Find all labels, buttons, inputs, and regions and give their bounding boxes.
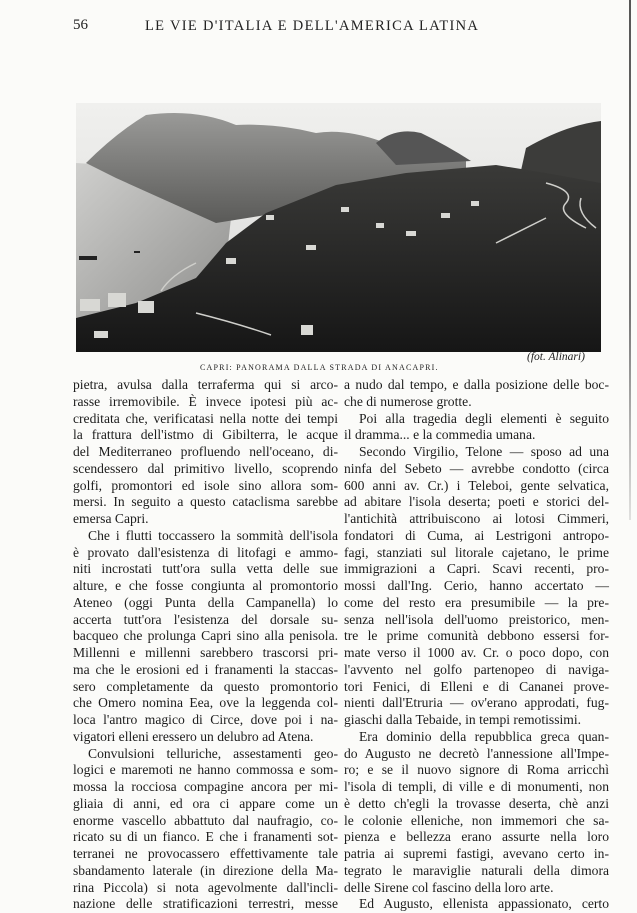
text-line: nienti dall'Etruria — ov'erano approdati, fug- — [344, 695, 609, 711]
text-line: emersa Capri. — [73, 511, 149, 526]
text-line: l'antichità attribuiscono ai lotosi Cimmeri, — [344, 511, 609, 526]
text-line: golfi, promontori ed isole sino allora som- — [73, 477, 338, 493]
text-line: Era dominio della repubblica greca quan- — [359, 728, 609, 744]
photo-caption: CAPRI: PANORAMA DALLA STRADA DI ANACAPRI. — [200, 363, 439, 372]
text-line: a nudo dal tempo, e dalla posizione delle boc- — [344, 377, 609, 392]
text-line: mersi. In seguito a questo cataclisma sarebbe — [73, 494, 338, 510]
text-line: Millenni e millenni sarebbero trascorsi pri- — [73, 645, 338, 660]
text-line: rina Piccola) si nota agevolmente dall'incli- — [73, 879, 338, 895]
text-line: bacqueo che prolunga Capri sino alla penisola. — [73, 628, 338, 644]
text-column-right — [344, 377, 609, 913]
text-line: mossi dall'Ing. Cerio, hanno accertato — — [344, 578, 609, 593]
text-line: patria ai supremi fastigi, avevano certo in- — [344, 846, 609, 861]
text-line: tori Fenici, di Elleni e di Cananei prove- — [344, 678, 609, 694]
photo-drawing — [76, 103, 601, 352]
text-line: fondatori di Cuma, ai Lestrigoni antropo- — [344, 527, 609, 543]
page-number: 56 — [73, 17, 88, 33]
text-column-left — [73, 377, 338, 913]
text-line: gliaia di anni, ed ora ci appare come un — [73, 795, 338, 811]
text-line: è provato dall'esistenza di litofagi e ammo- — [73, 544, 338, 560]
scan-edge-line — [629, 0, 631, 520]
text-line: giaschi dalla Tebaide, in tempi remotissimi. — [344, 712, 582, 727]
text-line: fagi, stanziati sul litorale cajetano, le prime — [344, 544, 609, 560]
text-line: è detto ch'egli la trovasse deserta, chè anzi — [344, 795, 609, 811]
text-line: vigatori elleni eressero un delubro ad Atena. — [73, 728, 314, 744]
text-line: niti incrostati tutt'ora sulla vetta delle sue — [73, 561, 338, 577]
text-line: alture, e che fosse congiunta al promontorio — [73, 578, 338, 593]
text-line: creditata che, verificatasi nella notte dei tempi — [73, 410, 338, 426]
text-line: pietra, avulsa dalla terraferma qui si arco- — [73, 377, 338, 392]
text-line: Ed Augusto, ellenista appassionato, certo — [359, 896, 609, 912]
text-line: Poi alla tragedia degli elementi è seguito — [359, 410, 609, 426]
text-line: ma che le erosioni ed i franamenti la staccas- — [73, 661, 338, 677]
text-line: Secondo Virgilio, Telone — sposo ad una — [359, 444, 609, 459]
text-line: ro; e se il nuovo signore di Roma arricchì — [344, 762, 609, 778]
text-line: pienza e bellezza erano assurte nella loro — [344, 829, 609, 845]
text-line: ricato su di un fianco. E che i franamenti sot- — [73, 829, 338, 845]
text-line: loca l'antro magico di Circe, dove poi i na- — [73, 712, 338, 727]
text-line: l'isola di templi, di ville e di monumenti, non — [344, 779, 609, 794]
text-line: logici e maremoti ne hanno commossa e som- — [73, 762, 338, 778]
text-line: ad abitare l'isola deserta; poeti e storici del- — [344, 494, 609, 510]
text-line: sero completamente da questo promontorio — [73, 678, 338, 694]
text-line: come del resto era presumibile — la pre- — [344, 594, 609, 610]
text-line: ninfa del Sebeto — avrebbe condotto (circa — [344, 460, 609, 476]
text-line: Convulsioni telluriche, assestamenti geo- — [88, 745, 338, 761]
text-line: la frattura dell'istmo di Gibilterra, le acque — [73, 427, 338, 443]
text-line: le colonie elleniche, non immemori che sa- — [344, 812, 609, 828]
text-line: il dramma... e la commedia umana. — [344, 427, 536, 443]
capri-panorama-photo — [76, 103, 601, 352]
text-line: rasse irremovibile. È invece ipotesi più ac- — [73, 393, 338, 409]
text-line: Ateneo (oggi Punta della Campanella) lo — [73, 594, 338, 610]
text-line: terranei ne provocassero effettivamente tale — [73, 846, 338, 861]
text-line: 600 anni av. Cr.) i Teleboi, gente selvatica, — [344, 477, 609, 493]
text-line: del Mediterraneo profluendo nell'oceano, di- — [73, 444, 338, 459]
running-title: LE VIE D'ITALIA E DELL'AMERICA LATINA — [145, 18, 480, 34]
text-line: mate verso il 1000 av. Cr. o poco dopo, con — [344, 645, 609, 660]
text-line: immigrazioni a Capri. Scavi recenti, pro- — [344, 561, 609, 577]
text-line: Che i flutti toccassero la sommità dell'isola — [88, 527, 338, 543]
text-line: sbandamento laterale (in direzione della Ma- — [73, 862, 338, 878]
text-line: mossa la rocciosa compagine ancora per mi- — [73, 779, 338, 794]
text-line: che Omero nomina Eea, ove la leggenda col- — [73, 695, 338, 711]
text-line: che di numerose grotte. — [344, 393, 472, 409]
photo-credit: (fot. Alinari) — [527, 351, 585, 363]
text-line: nazione delle stratificazioni terrestri, messe — [73, 896, 338, 912]
text-line: delle Sirene col fascino della loro arte. — [344, 879, 554, 895]
text-line: l'avvento nel golfo partenopeo di naviga- — [344, 661, 609, 677]
text-line: tre le prime comunità debbono essersi for- — [344, 628, 609, 644]
text-line: senza nell'isola dell'uomo preistorico, men- — [344, 611, 609, 627]
text-line: tegrato le maraviglie naturali della dimora — [344, 862, 609, 878]
text-line: enorme vascello abbattuto dal naufragio, co- — [73, 812, 338, 828]
text-line: scendessero dal primitivo livello, scoprendo — [73, 460, 338, 476]
text-line: accerta tutt'ora l'esistenza del dorsale su- — [73, 611, 338, 627]
text-line: do Augusto ne decretò l'annessione all'Impe- — [344, 745, 609, 761]
